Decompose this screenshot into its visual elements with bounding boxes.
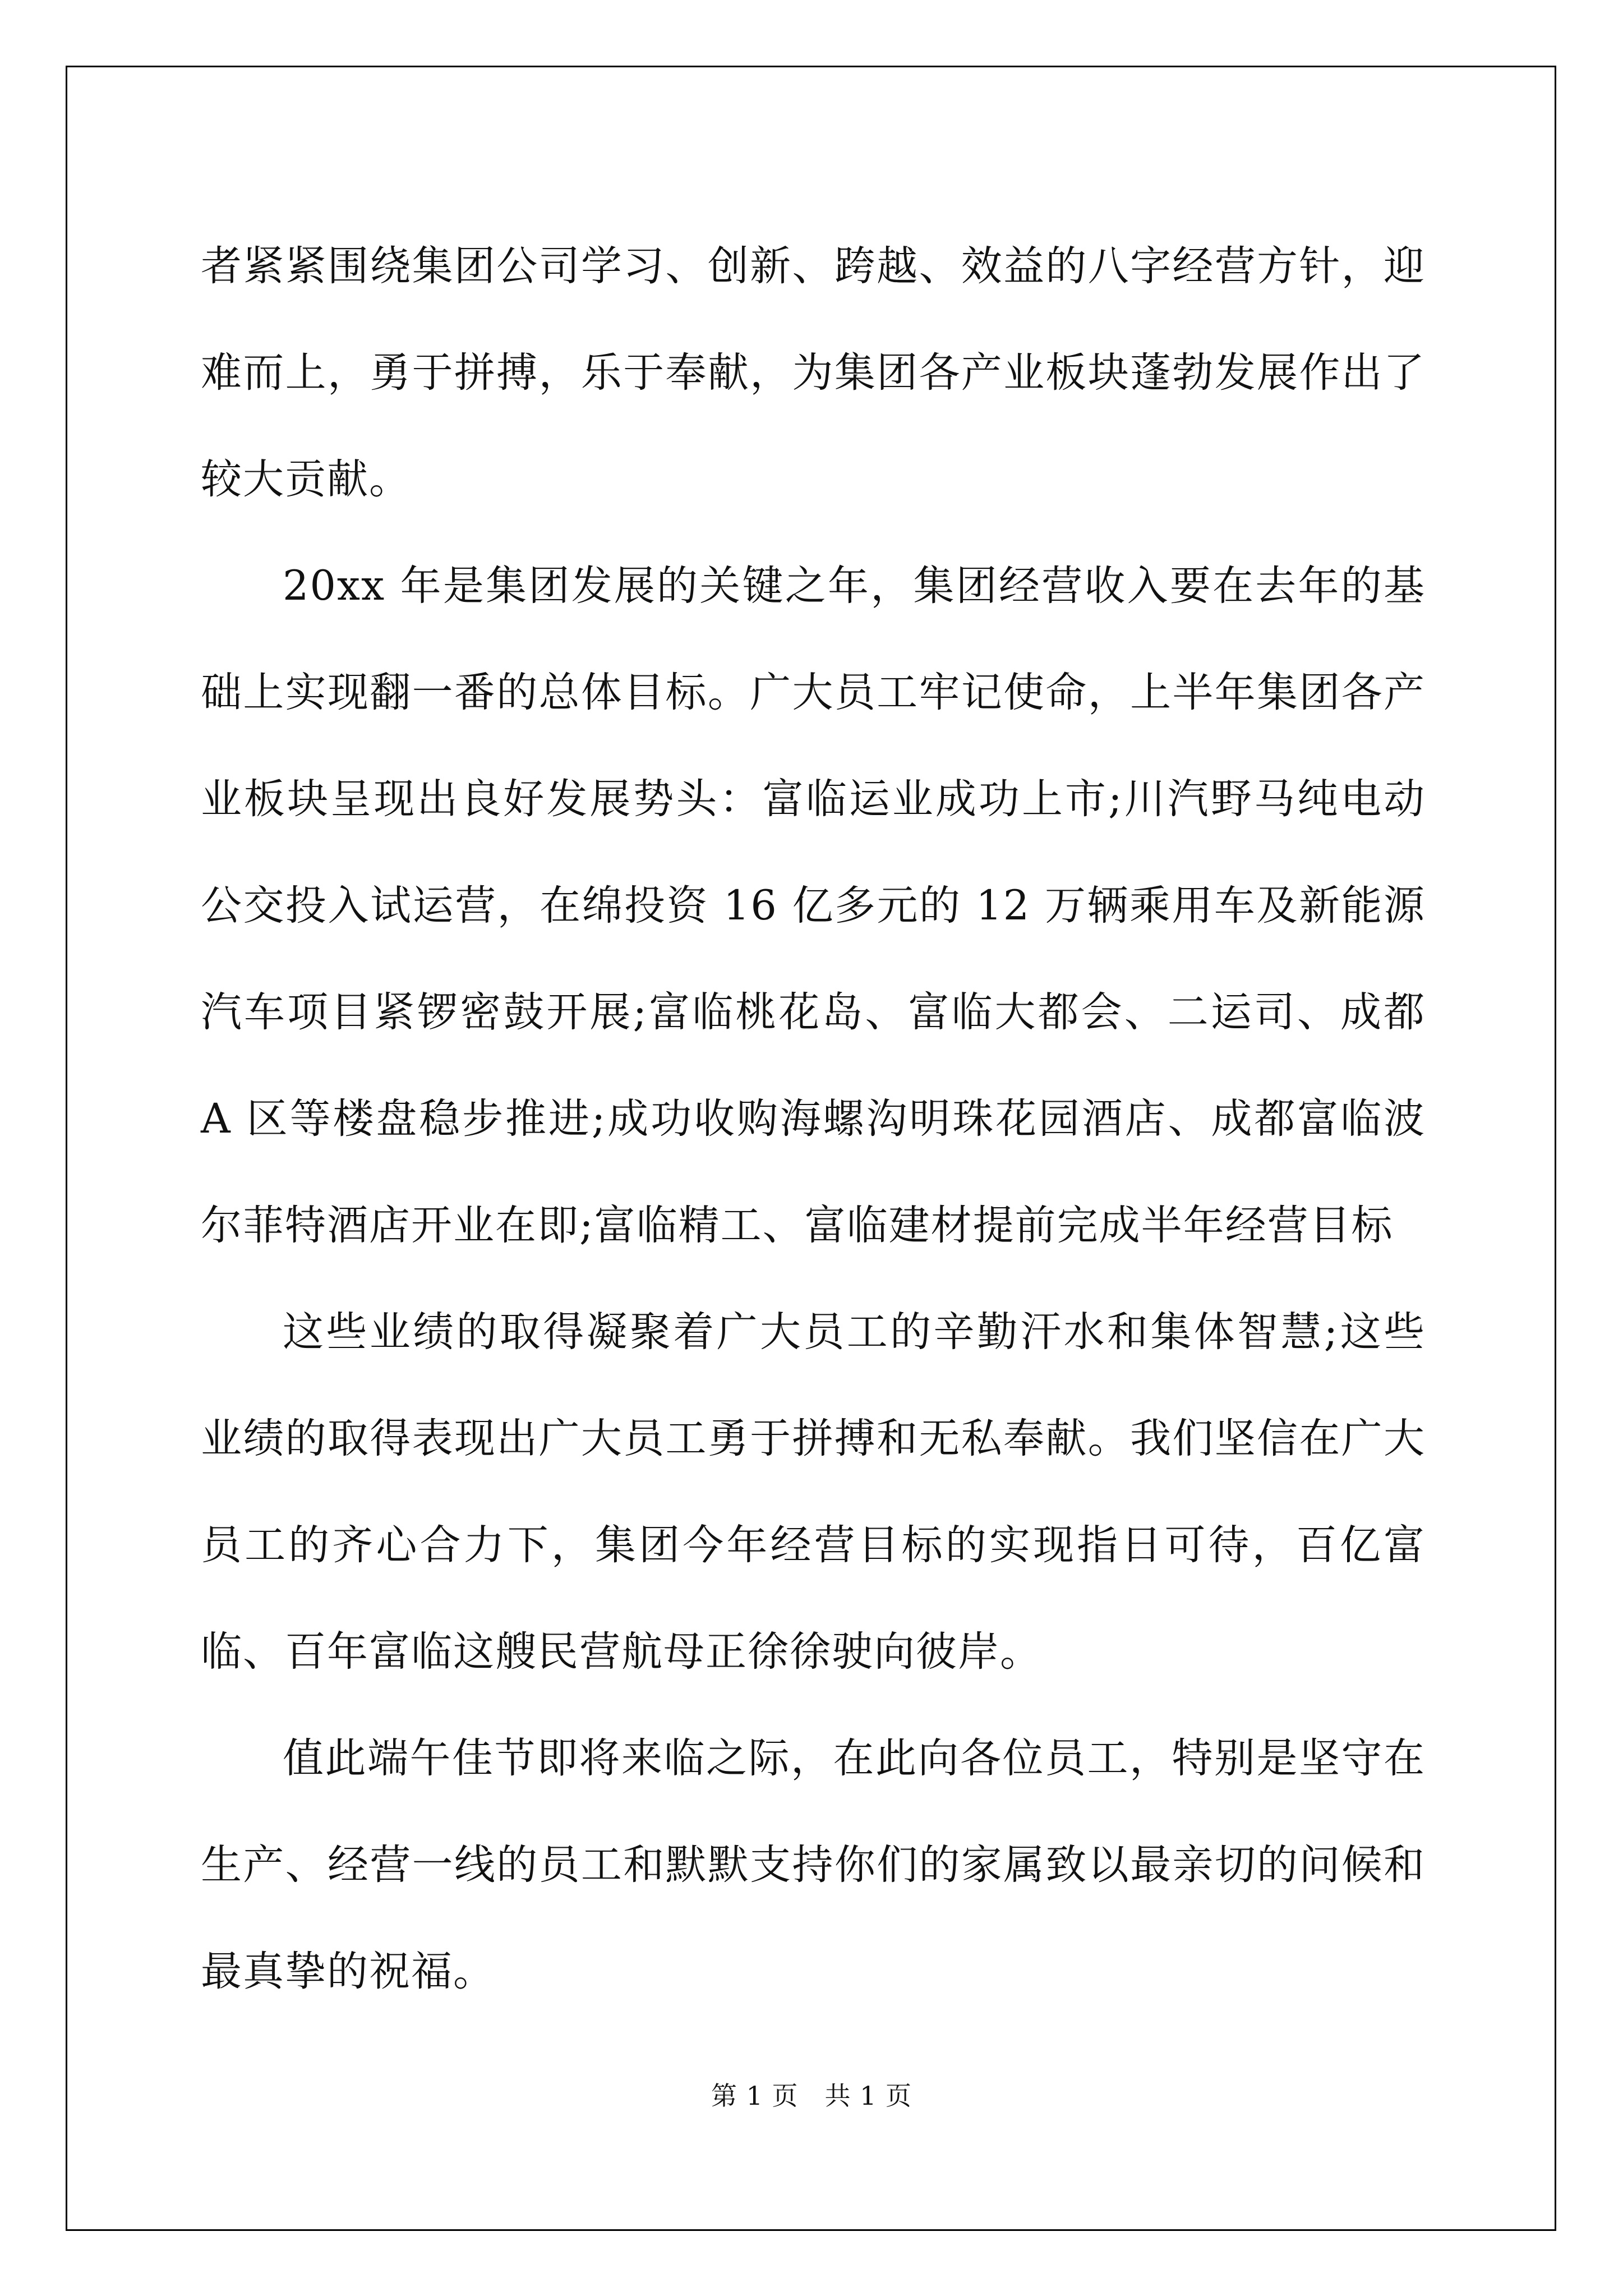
page-footer: 第 1 页 共 1 页: [711, 2081, 912, 2111]
paragraph-4: 值此端午佳节即将来临之际，在此向各位员工，特别是坚守在生产、经营一线的员工和默默支持你们的家属致以最亲切的问候和最真挚的祝福。: [201, 1734, 1426, 1995]
paragraph-1: 者紧紧围绕集团公司学习、创新、跨越、效益的八字经营方针，迎难而上，勇于拼搏，乐于奉献，为集团各产业板块蓬勃发展作出了较大贡献。: [201, 242, 1426, 503]
document-body: [201, 213, 1426, 2025]
paragraph-2: 20xx 年是集团发展的关键之年，集团经营收入要在去年的基础上实现翻一番的总体目标。广大员工牢记使命，上半年集团各产业板块呈现出良好发展势头：富临运业成功上市;川汽野马纯电动公交投入试运营，在绵投资 16 亿多元的 12 万辆乘用车及新能源汽车项目紧锣密鼓开展;富临桃花岛、富临大都会、二运司、成都 A 区等楼盘稳步推进;成功收购海螺沟明珠花园酒店、成都富临波尔菲特酒店开业在即;富临精工、富临建材提前完成半年经营目标: [201, 562, 1426, 1249]
paragraph-3: 这些业绩的取得凝聚着广大员工的辛勤汗水和集体智慧;这些业绩的取得表现出广大员工勇于拼搏和无私奉献。我们坚信在广大员工的齐心合力下，集团今年经营目标的实现指日可待，百亿富临、百年富临这艘民营航母正徐徐驶向彼岸。: [201, 1308, 1426, 1676]
